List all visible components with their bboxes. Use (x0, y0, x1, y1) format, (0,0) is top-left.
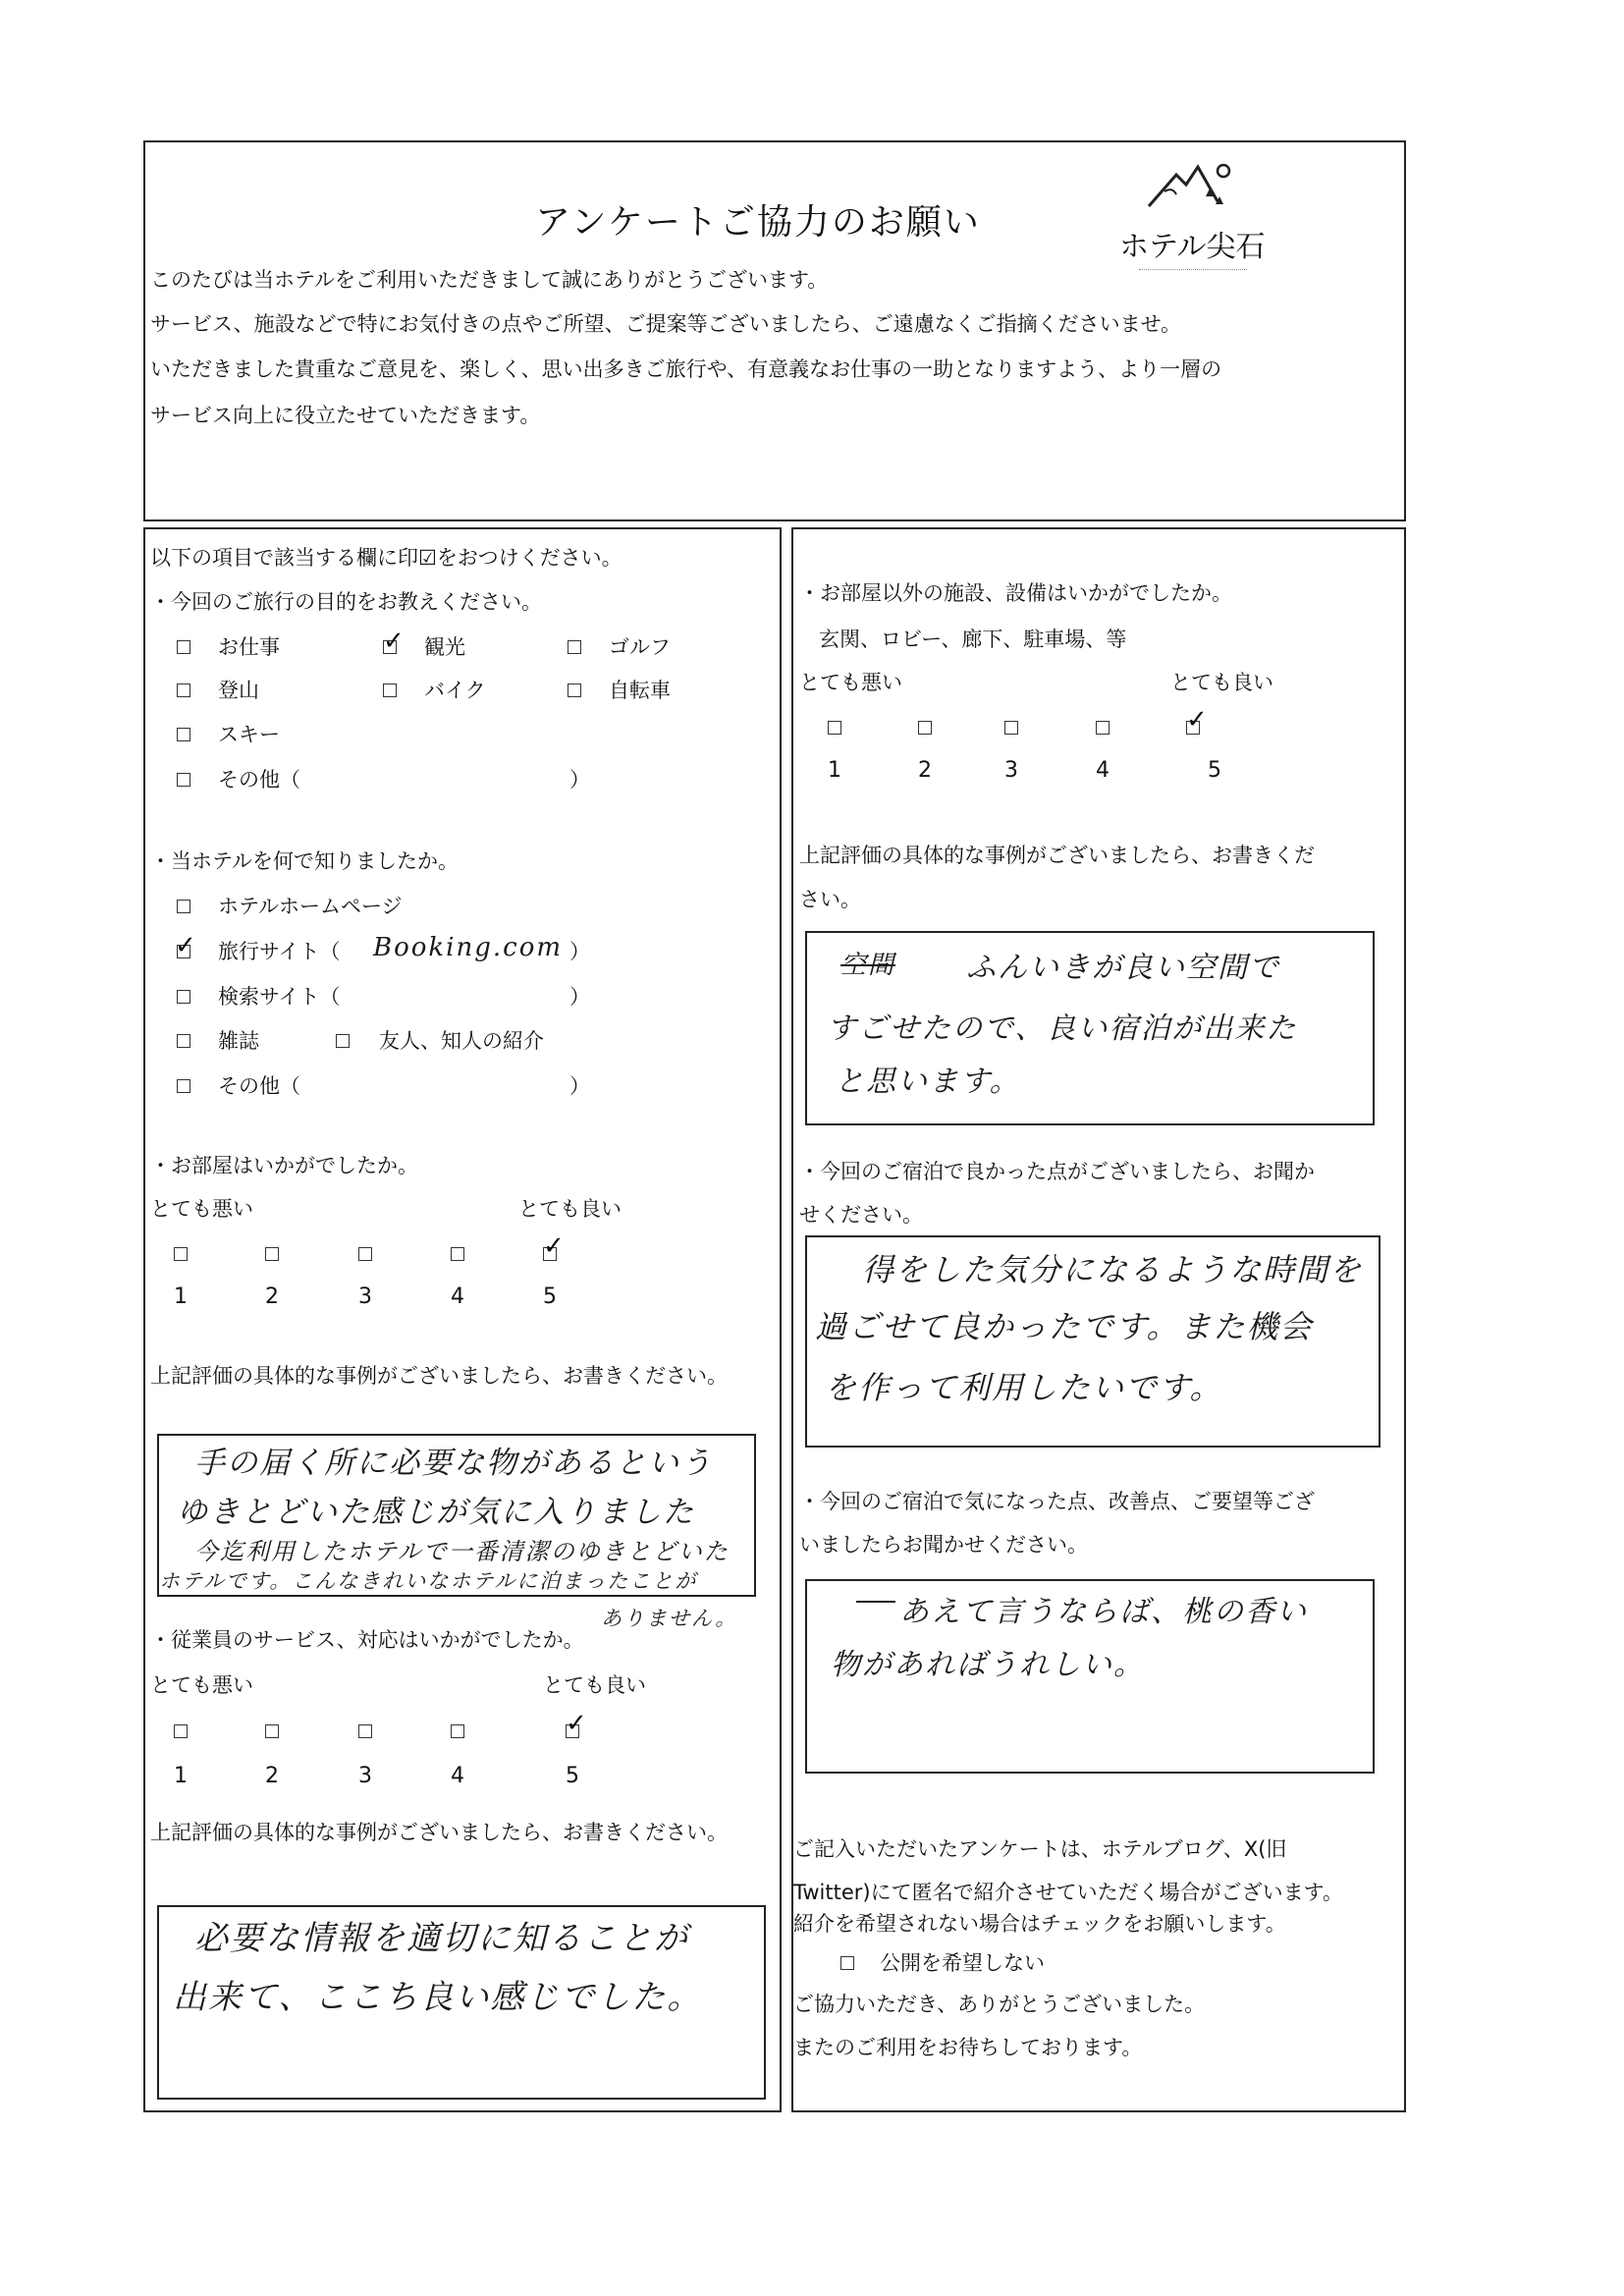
facility-question: ・お部屋以外の施設、設備はいかがでしたか。 (799, 581, 1232, 605)
improve-comment-strike-mark (856, 1601, 895, 1603)
staff-low-label: とても悪い (150, 1673, 253, 1697)
purpose-other-label: その他（ (218, 768, 300, 792)
good-prompt-2: せください。 (799, 1203, 923, 1227)
room-low-label: とても悪い (150, 1197, 253, 1221)
staff-high-label: とても良い (543, 1673, 646, 1697)
facility-scale-2: 2 (918, 758, 932, 783)
purpose-work-checkbox[interactable] (177, 640, 190, 654)
purpose-work-label: お仕事 (218, 635, 280, 659)
room-comment-line-3: 今迄利用したホテルで一番清潔のゆきとどいた (194, 1538, 730, 1565)
staff-rating-2-checkbox[interactable] (265, 1724, 279, 1738)
facility-scale-5: 5 (1208, 758, 1221, 783)
facility-comment-prompt-2: さい。 (799, 888, 861, 911)
purpose-golf-checkbox[interactable] (568, 640, 581, 654)
purpose-climbing-label: 登山 (218, 679, 259, 702)
page-title: アンケートご協力のお願い (535, 202, 981, 243)
room-scale-4: 4 (451, 1285, 464, 1309)
purpose-sightseeing-label: 観光 (424, 635, 465, 659)
intro-line-4: サービス向上に役立たせていただきます。 (150, 404, 541, 427)
room-question: ・お部屋はいかがでしたか。 (150, 1154, 418, 1177)
room-scale-1: 1 (174, 1285, 188, 1309)
source-travel-site-handwritten: Booking.com (373, 933, 564, 962)
room-high-label: とても良い (518, 1197, 622, 1221)
room-rating-2-checkbox[interactable] (265, 1247, 279, 1261)
purpose-other-close: ） (569, 768, 590, 792)
room-comment-line-2: ゆきとどいた感じが気に入りました (177, 1495, 695, 1530)
facility-rating-3-checkbox[interactable] (1004, 721, 1018, 735)
hotel-logo-icon (1147, 157, 1255, 216)
improve-prompt-2: いましたらお聞かせください。 (799, 1533, 1088, 1557)
staff-scale-2: 2 (265, 1764, 279, 1788)
purpose-ski-label: スキー (218, 723, 280, 746)
facility-comment-prompt-1: 上記評価の具体的な事例がございましたら、お書きくだ (799, 844, 1315, 867)
instruction: 以下の項目で該当する欄に印☑をおつけください。 (150, 546, 623, 570)
purpose-golf-label: ゴルフ (609, 635, 671, 659)
intro-line-1: このたびは当ホテルをご利用いただきまして誠にありがとうございます。 (150, 268, 829, 292)
footer-line-2: Twitter)にて匿名で紹介させていただく場合がございます。 (793, 1881, 1343, 1904)
improve-comment-line-1: あえて言うならば、桃の香い (899, 1595, 1308, 1629)
room-comment-prompt: 上記評価の具体的な事例がございましたら、お書きください。 (150, 1364, 728, 1388)
source-travel-site-close: ） (569, 940, 590, 963)
staff-comment-line-1: 必要な情報を適切に知ることが (194, 1919, 689, 1958)
room-scale-3: 3 (358, 1285, 372, 1309)
improve-prompt-1: ・今回のご宿泊で気になった点、改善点、ご要望等ござ (799, 1490, 1315, 1513)
facility-scale-1: 1 (828, 758, 841, 783)
source-other-close: ） (569, 1074, 590, 1098)
room-rating-1-checkbox[interactable] (174, 1247, 188, 1261)
good-comment-line-2: 過ごせて良かったです。また機会 (815, 1308, 1314, 1345)
facility-scale-3: 3 (1004, 758, 1018, 783)
good-prompt-1: ・今回のご宿泊で良かった点がございましたら、お聞か (799, 1160, 1315, 1183)
staff-comment-prompt: 上記評価の具体的な事例がございましたら、お書きください。 (150, 1821, 728, 1844)
source-other-label: その他（ (218, 1074, 300, 1098)
intro-line-3: いただきました貴重なご意見を、楽しく、思い出多きご旅行や、有意義なお仕事の一助となりますよう、より一層の (150, 357, 1222, 381)
staff-scale-1: 1 (174, 1764, 188, 1788)
left-column (143, 527, 782, 2112)
source-friend-checkbox[interactable] (336, 1034, 350, 1048)
check-mark-icon: ✓ (383, 627, 405, 656)
staff-scale-5: 5 (566, 1764, 579, 1788)
check-mark-icon: ✓ (566, 1709, 587, 1738)
thanks-line-1: ご協力いただき、ありがとうございました。 (793, 1993, 1206, 2016)
room-scale-5: 5 (543, 1285, 557, 1309)
facility-scale-4: 4 (1096, 758, 1110, 783)
room-comment-line-4: ホテルです。こんなきれいなホテルに泊まったことが (159, 1569, 698, 1593)
staff-rating-3-checkbox[interactable] (358, 1724, 372, 1738)
staff-scale-4: 4 (451, 1764, 464, 1788)
improve-comment-line-2: 物があればうれしい。 (831, 1648, 1145, 1682)
facility-high-label: とても良い (1170, 671, 1273, 694)
source-search-close: ） (569, 985, 590, 1009)
facility-comment-struck: 空間 (840, 951, 896, 980)
room-scale-2: 2 (265, 1285, 279, 1309)
good-comment-line-1: 得をした気分になるような時間を (862, 1251, 1364, 1288)
purpose-ski-checkbox[interactable] (177, 728, 190, 741)
check-mark-icon: ✓ (175, 931, 196, 960)
source-homepage-label: ホテルホームページ (218, 895, 403, 918)
source-travel-site-label: 旅行サイト（ (218, 940, 341, 963)
purpose-bike-checkbox[interactable] (383, 683, 397, 697)
staff-rating-4-checkbox[interactable] (451, 1724, 464, 1738)
source-other-checkbox[interactable] (177, 1079, 190, 1093)
room-rating-3-checkbox[interactable] (358, 1247, 372, 1261)
facility-rating-4-checkbox[interactable] (1096, 721, 1110, 735)
facility-comment-line-3: と思います。 (835, 1065, 1021, 1099)
room-comment-line-1: 手の届く所に必要な物があるという (194, 1446, 713, 1481)
source-question: ・当ホテルを何で知りましたか。 (150, 849, 459, 873)
source-magazine-checkbox[interactable] (177, 1034, 190, 1048)
staff-question: ・従業員のサービス、対応はいかがでしたか。 (150, 1628, 584, 1652)
good-comment-line-3: を作って利用したいです。 (825, 1369, 1223, 1406)
room-rating-4-checkbox[interactable] (451, 1247, 464, 1261)
staff-rating-1-checkbox[interactable] (174, 1724, 188, 1738)
facility-examples: 玄関、ロビー、廊下、駐車場、等 (819, 628, 1127, 651)
purpose-other-checkbox[interactable] (177, 773, 190, 787)
staff-comment-line-2: 出来て、ここち良い感じでした。 (173, 1978, 703, 2017)
footer-line-3: 紹介を希望されない場合はチェックをお願いします。 (793, 1912, 1286, 1936)
source-search-checkbox[interactable] (177, 990, 190, 1004)
check-mark-icon: ✓ (543, 1231, 565, 1261)
intro-line-2: サービス、施設などで特にお気付きの点やご所望、ご提案等ございましたら、ご遠慮なくご指摘くださいませ。 (150, 312, 1181, 336)
source-magazine-label: 雑誌 (218, 1029, 259, 1053)
purpose-bicycle-label: 自転車 (609, 679, 671, 702)
hotel-name: ホテル尖石 (1119, 230, 1266, 264)
source-friend-label: 友人、知人の紹介 (379, 1029, 544, 1053)
source-homepage-checkbox[interactable] (177, 900, 190, 913)
logo-subline (1139, 269, 1247, 270)
facility-comment-line-1: ふんいきが良い空間で (966, 951, 1280, 985)
facility-rating-1-checkbox[interactable] (828, 721, 841, 735)
footer-line-1: ご記入いただいたアンケートは、ホテルブログ、X(旧 (793, 1837, 1287, 1861)
source-search-label: 検索サイト（ (218, 985, 341, 1009)
facility-rating-2-checkbox[interactable] (918, 721, 932, 735)
purpose-bicycle-checkbox[interactable] (568, 683, 581, 697)
facility-low-label: とても悪い (799, 671, 902, 694)
no-publish-label: 公開を希望しない (880, 1951, 1045, 1975)
purpose-climbing-checkbox[interactable] (177, 683, 190, 697)
purpose-bike-label: バイク (424, 679, 486, 702)
thanks-line-2: またのご利用をお待ちしております。 (793, 2036, 1143, 2059)
staff-scale-3: 3 (358, 1764, 372, 1788)
check-mark-icon: ✓ (1186, 705, 1208, 735)
facility-comment-line-2: すごせたので、良い宿泊が出来た (827, 1011, 1298, 1046)
purpose-question: ・今回のご旅行の目的をお教えください。 (150, 590, 542, 614)
no-publish-checkbox[interactable] (840, 1956, 854, 1970)
room-comment-line-5: ありません。 (601, 1607, 738, 1630)
